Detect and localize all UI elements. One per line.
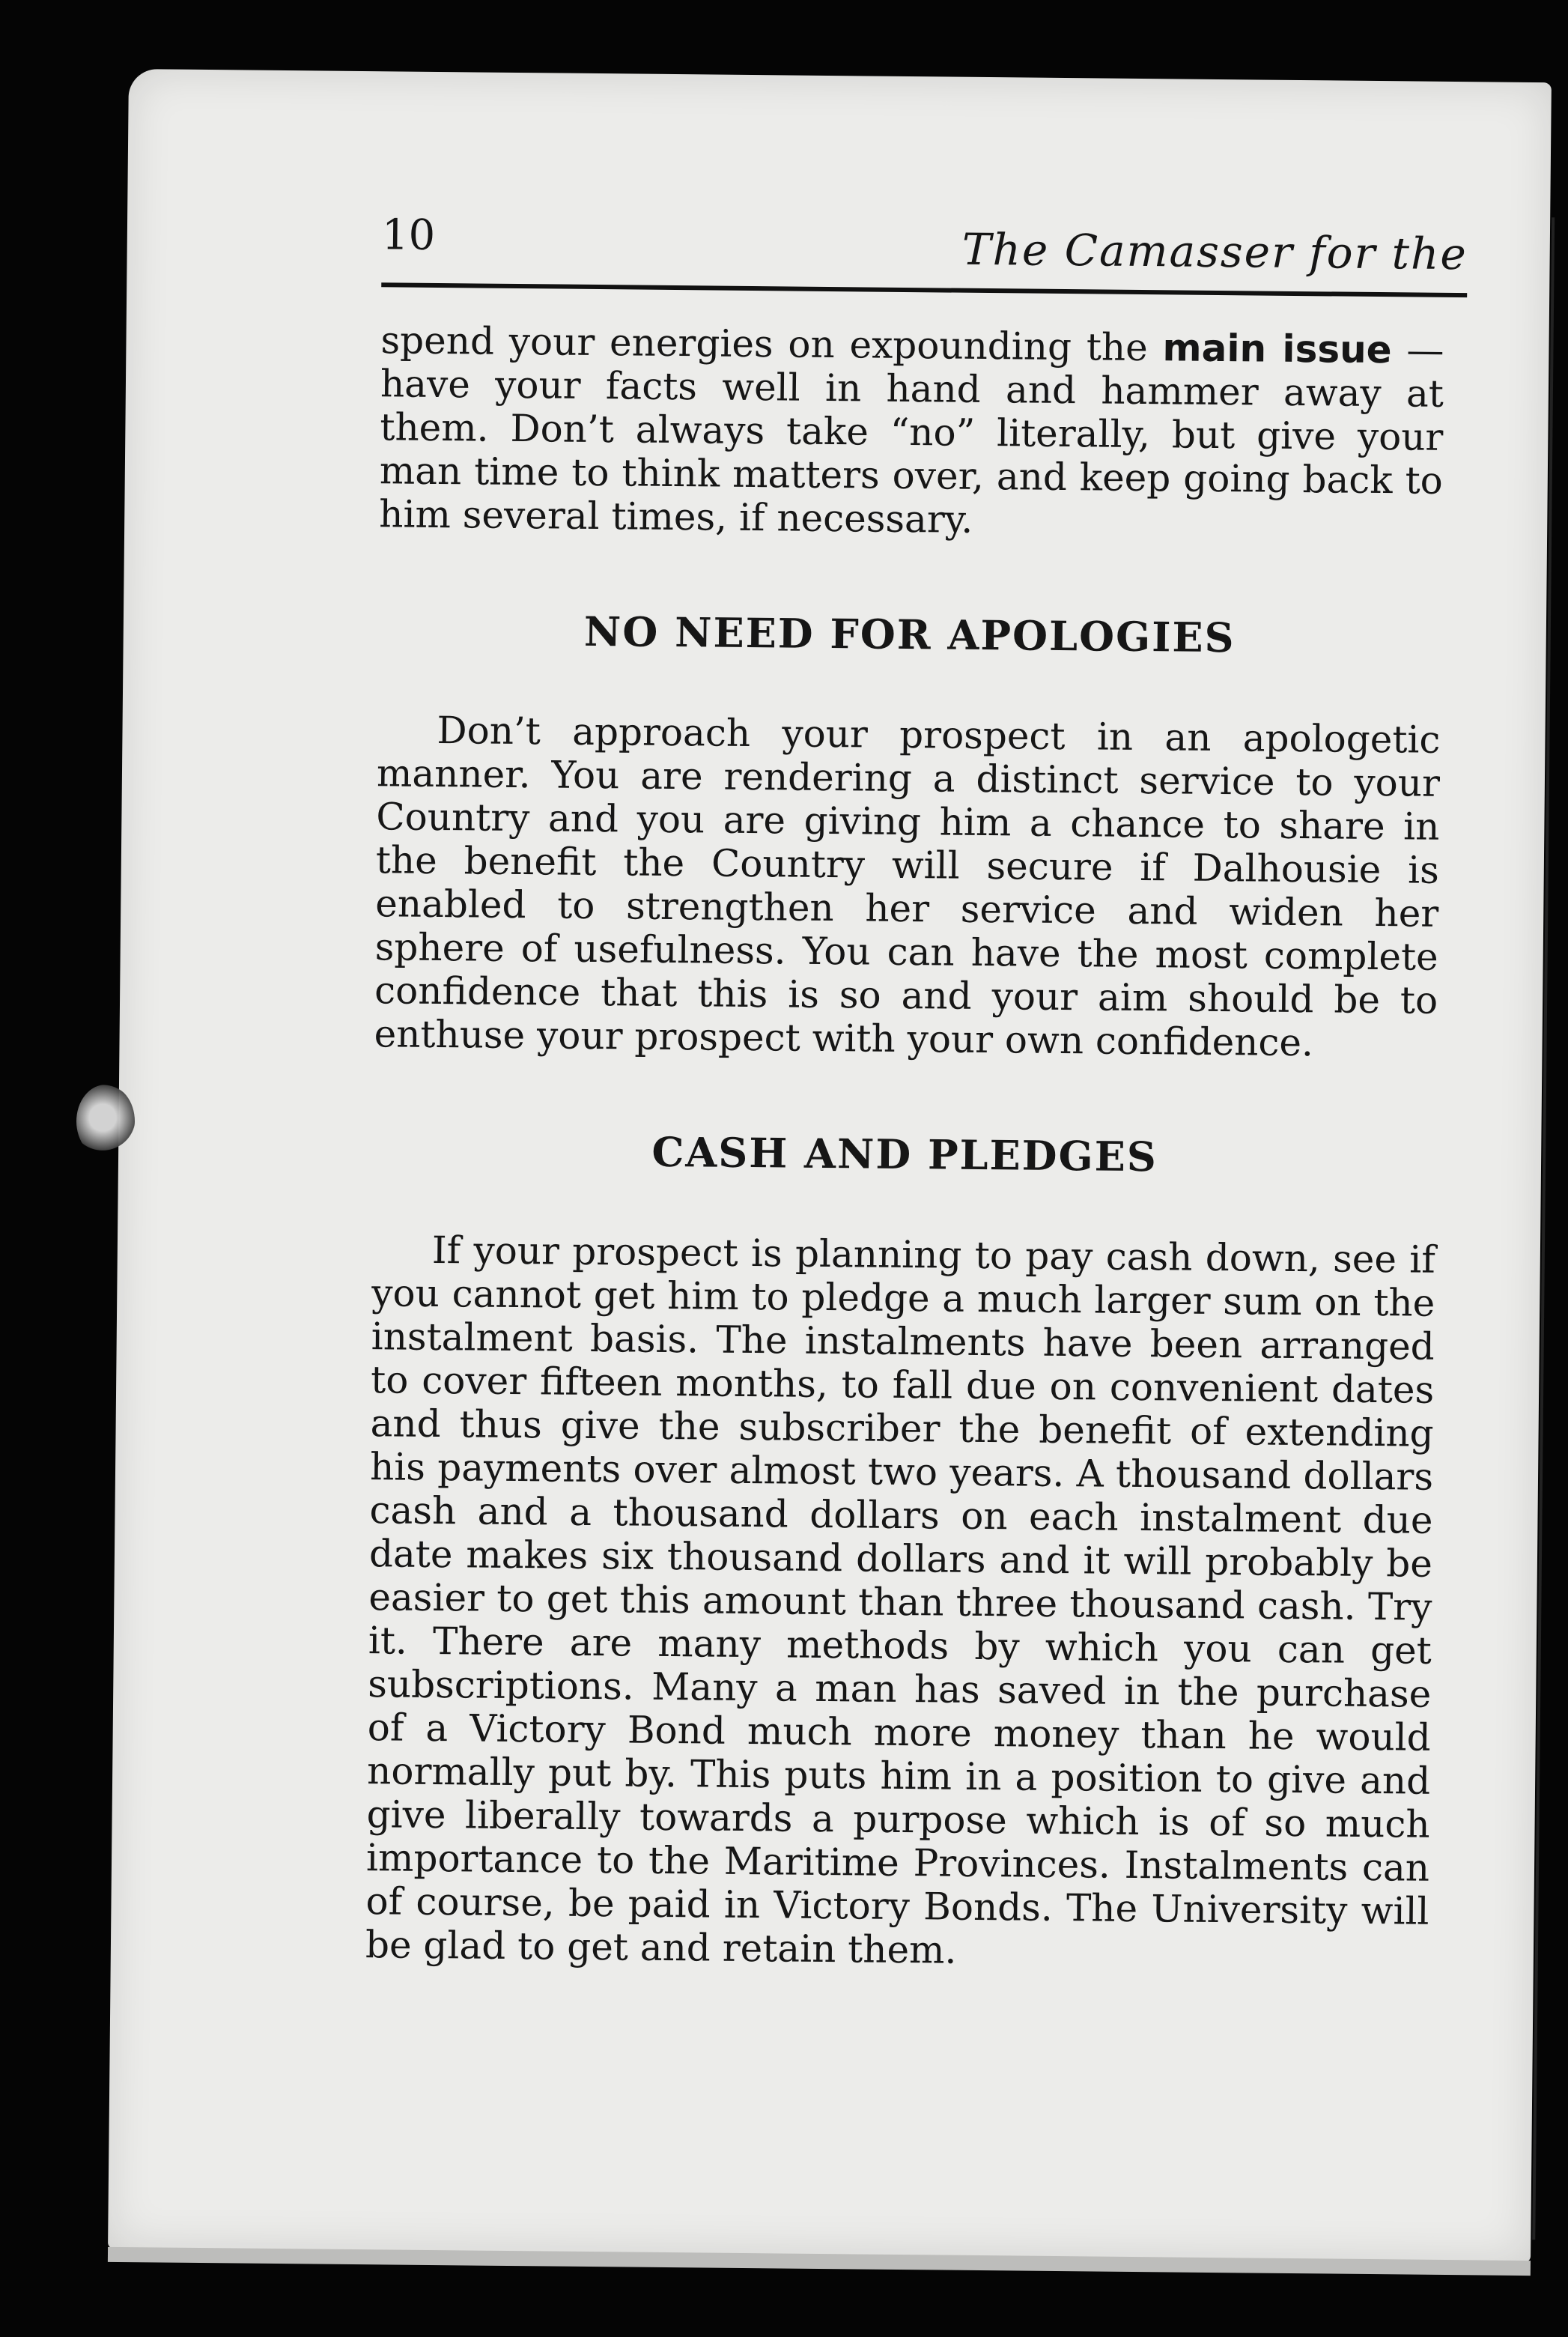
opening-text-before: spend your energies on expounding the xyxy=(380,318,1163,370)
opening-paragraph xyxy=(379,318,1444,546)
header-rule xyxy=(381,282,1467,297)
section-heading-cash-pledges: CASH AND PLEDGES xyxy=(651,1127,1158,1181)
main-issue-emphasis: main issue xyxy=(1162,326,1392,372)
page-header xyxy=(381,210,1550,312)
page-number: 10 xyxy=(381,210,436,260)
section-heading-apologies: NO NEED FOR APOLOGIES xyxy=(583,607,1236,662)
page-content xyxy=(365,318,1444,1977)
cash-pledges-paragraph: If your prospect is planning to pay cash down, see if you cannot get him to pledge a much larger sum on the instalment basis. The instalments have been arranged to cover fifteen months, to fall due on convenient dates and thus give the subscriber the benefit of extending his payments over almost two years. A thousand dollars cash and a thousand dollars on each instalment due date makes six thousand dollars and it will probably be easier to get this amount than three thousand cash. Try it. There are many methods by which you can get subscriptions. Many a man has saved in the purchase of a Victory Bond much more money than he would normally put by. This puts him in a position to give and give liberally towards a purpose which is of so much importance to the Maritime Provinces. Instalments can of course, be paid in Victory Bonds. The University will be glad to get and retain them. xyxy=(365,1228,1436,1972)
scan-speck xyxy=(76,1085,135,1158)
apologies-paragraph: Don’t approach your prospect in an apologetic manner. You are rendering a distinct service to your Country and you are giving him a chance to share in the benefit the Country will secure if Dalhousie is enabled to strengthen her service and widen her sphere of usefulness. You can have the most complete confidence that this is so and your aim should be to enthuse your prospect with your own confidence. xyxy=(374,708,1441,1065)
opening-text-after: —have your facts well in hand and hammer away at them. Don’t always take “no” literally, but give your man time to think matters over, and keep going back to him several times, if necessary. xyxy=(379,328,1444,542)
running-title: The Camasser for the xyxy=(961,223,1468,280)
book-page xyxy=(108,69,1552,2262)
